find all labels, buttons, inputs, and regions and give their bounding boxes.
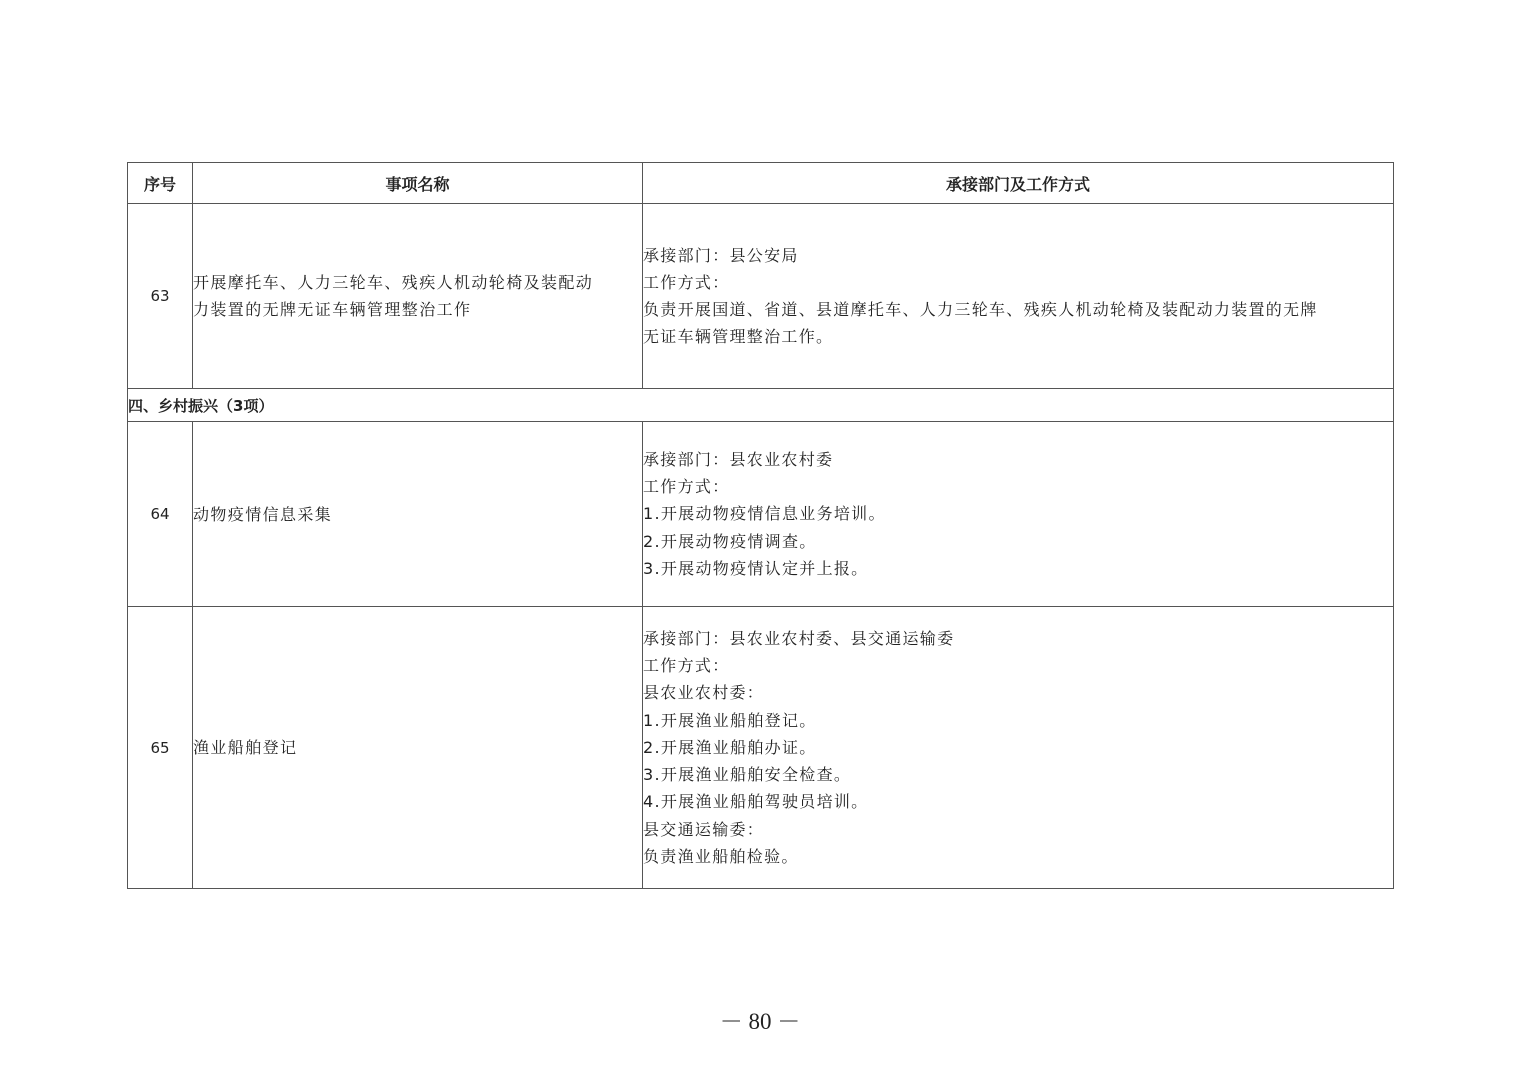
detail-line: 2.开展渔业船舶办证。	[643, 737, 817, 757]
department-method	[643, 422, 1394, 607]
detail-line: 承接部门：县农业农村委、县交通运输委	[643, 629, 955, 649]
header-seq: 序号	[128, 163, 193, 204]
detail-line: 3.开展渔业船舶安全检查。	[643, 765, 852, 785]
detail-line: 工作方式：	[643, 656, 730, 676]
item-name-line: 动物疫情信息采集	[193, 504, 333, 524]
item-name-line: 开展摩托车、人力三轮车、残疾人机动轮椅及装配动	[193, 273, 594, 292]
table-row	[128, 204, 1394, 389]
detail-line: 4.开展渔业船舶驾驶员培训。	[643, 792, 869, 812]
item-name	[193, 422, 643, 607]
header-department-method: 承接部门及工作方式	[643, 163, 1394, 204]
item-name-line: 渔业船舶登记	[193, 738, 298, 757]
row-number: 65	[128, 607, 193, 889]
detail-line: 1.开展渔业船舶登记。	[643, 710, 817, 730]
detail-line: 负责渔业船舶检验。	[643, 846, 799, 866]
detail-line: 承接部门：县公安局	[643, 245, 799, 265]
section-title: 四、乡村振兴（3项）	[128, 389, 1394, 422]
table-row	[128, 607, 1394, 889]
header-item-name: 事项名称	[193, 163, 643, 204]
detail-line: 2.开展动物疫情调查。	[643, 531, 817, 551]
section-row	[128, 389, 1394, 422]
item-name	[193, 204, 643, 389]
department-method	[643, 607, 1394, 889]
item-name-line: 力装置的无牌无证车辆管理整治工作	[193, 300, 472, 319]
detail-line: 无证车辆管理整治工作。	[643, 327, 834, 347]
detail-line: 工作方式：	[643, 272, 730, 292]
header-row	[128, 163, 1394, 204]
items-table	[127, 162, 1394, 889]
detail-line: 县农业农村委：	[643, 683, 765, 703]
detail-line: 承接部门：县农业农村委	[643, 449, 834, 469]
detail-line: 工作方式：	[643, 477, 730, 497]
detail-line: 3.开展动物疫情认定并上报。	[643, 558, 869, 578]
page-number: － 80 －	[719, 1009, 801, 1034]
table-row	[128, 422, 1394, 607]
detail-line: 1.开展动物疫情信息业务培训。	[643, 504, 886, 524]
row-number: 64	[128, 422, 193, 607]
item-name	[193, 607, 643, 889]
detail-line: 负责开展国道、省道、县道摩托车、人力三轮车、残疾人机动轮椅及装配动力装置的无牌	[643, 300, 1318, 319]
department-method	[643, 204, 1394, 389]
detail-line: 县交通运输委：	[643, 819, 765, 839]
row-number: 63	[128, 204, 193, 389]
